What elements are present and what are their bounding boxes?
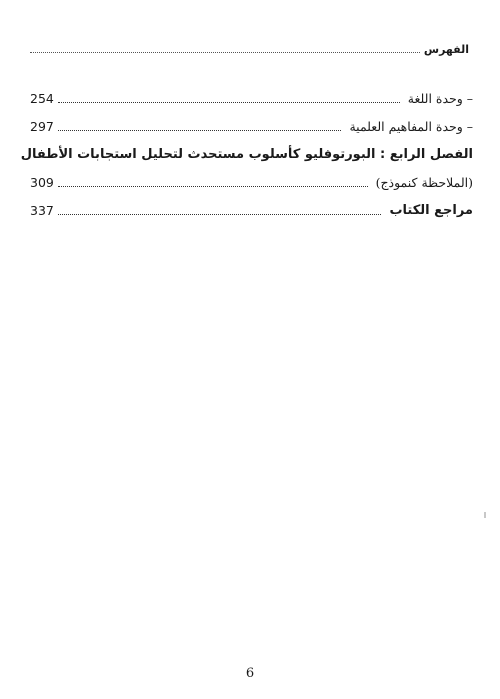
- toc-entry-page: 254: [30, 91, 54, 106]
- toc-entry-science-concepts-unit: [30, 106, 473, 134]
- dot-leader: [58, 214, 381, 215]
- toc-entry-page: 297: [30, 119, 54, 134]
- header-rule: [30, 52, 420, 53]
- running-header: [30, 42, 469, 56]
- toc-entry-label: مراجع الكتاب: [389, 203, 473, 218]
- toc-chapter-four-heading: [20, 134, 473, 162]
- scan-mark: [484, 512, 486, 518]
- toc-entry-page: 309: [30, 175, 54, 190]
- toc-entry-label: – وحدة المفاهيم العلمية: [349, 119, 473, 134]
- header-title: الفهرس: [423, 43, 469, 56]
- toc-entry-label: (الملاحظة كنموذج): [375, 175, 473, 190]
- dot-leader: [58, 102, 400, 103]
- dot-leader: [58, 186, 368, 187]
- toc-entry-references: [30, 190, 473, 218]
- toc-entry-page: 337: [30, 203, 54, 218]
- page-number: 6: [245, 666, 255, 681]
- table-of-contents: [20, 78, 473, 218]
- toc-entry-label: – وحدة اللغة: [407, 91, 473, 106]
- toc-entry-observation-model: [30, 162, 473, 190]
- toc-chapter-label: الفصل الرابع : البورتوفليو كأسلوب مستحدث لتحليل استجابات الأطفال: [20, 147, 473, 162]
- toc-entry-language-unit: [30, 78, 473, 106]
- dot-leader: [58, 130, 341, 131]
